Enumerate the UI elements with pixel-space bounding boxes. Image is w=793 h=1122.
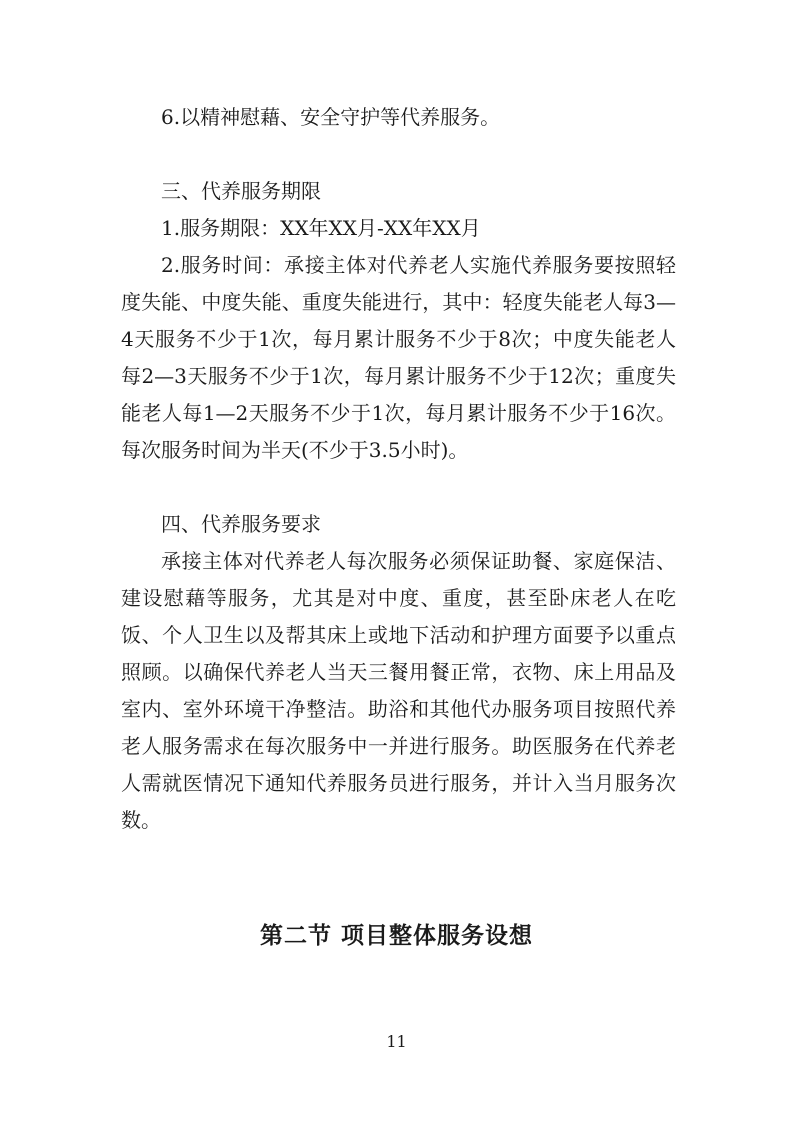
- paragraph-gap: [121, 136, 676, 173]
- body-text: [121, 99, 676, 839]
- paragraph-service-term: 1.服务期限：XX年XX月-XX年XX月: [161, 216, 481, 240]
- section-title: 第二节 项目整体服务设想: [259, 923, 533, 949]
- paragraph-service-requirements: 承接主体对代养老人每次服务必须保证助餐、家庭保洁、建设慰藉等服务，尤其是对中度、重度，甚至卧床老人在吃饭、个人卫生以及帮其床上或地下活动和护理方面要予以重点照顾。以确保代养老人当天三餐用餐正常，衣物、床上用品及室内、室外环境干净整洁。助浴和其他代办服务项目按照代养老人服务需求在每次服务中一并进行服务。助医服务在代养老人需就医情况下通知代养服务员进行服务，并计入当月服务次数。: [121, 549, 676, 832]
- page-number: 11: [386, 1032, 407, 1051]
- heading-service-period: 三、代养服务期限: [161, 179, 321, 203]
- paragraph-gap: [121, 469, 676, 506]
- paragraph-item-6: 6.以精神慰藉、安全守护等代养服务。: [161, 105, 501, 129]
- paragraph-service-time: 2.服务时间：承接主体对代养老人实施代养服务要按照轻度失能、中度失能、重度失能进行，其中：轻度失能老人每3—4天服务不少于1次，每月累计服务不少于8次；中度失能老人每2—3天服务不少于1次，每月累计服务不少于12次；重度失能老人每1—2天服务不少于1次，每月累计服务不少于16次。每次服务时间为半天(不少于3.5小时)。: [121, 253, 676, 462]
- heading-service-requirements: 四、代养服务要求: [161, 512, 321, 536]
